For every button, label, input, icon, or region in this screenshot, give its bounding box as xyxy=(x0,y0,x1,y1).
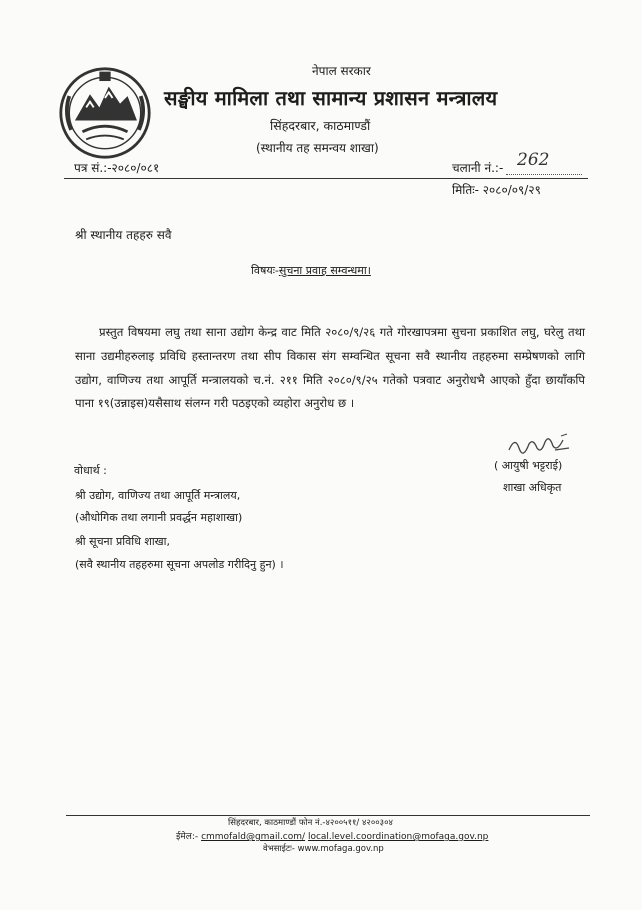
nepal-emblem-icon xyxy=(58,66,152,160)
email-link-primary[interactable]: cmmofald@gmail.com/ xyxy=(201,832,306,842)
signatory-designation: शाखा अधिकृत xyxy=(503,481,562,494)
ministry-name: सङ्घीय मामिला तथा सामान्य प्रशासन मन्त्रालय xyxy=(164,86,498,110)
signature-icon xyxy=(505,430,573,458)
letter-date: मितिः- २०८०/०९/२९ xyxy=(452,183,541,197)
info-line: श्री सूचना प्रविधि शाखा, xyxy=(75,535,171,548)
letter-number: पत्र सं.:-२०८०/०८१ xyxy=(74,161,160,175)
dispatch-label: चलानी नं.:- xyxy=(452,161,504,175)
body-paragraph: प्रस्तुत विषयमा लघु तथा साना उद्योग केन्द्र वाट मिति २०८०/९/२६ गते गोरखापत्रमा सुचना प्रकाशित लघु, घरेलु तथा साना उद्यमीहरुलाइ प्रविधि हस्तान्तरण तथा सीप विकास संग सम्वन्धित सूचना सवै स्थानीय तहहरुमा सम्प्रेषणको लागि उद्योग, वाणिज्य तथा आपूर्ति मन्त्रालयको च.नं. २११ मिति २०८०/९/२५ गतेको पत्रवाट अनुरोधभै आएको हुँदा छायाँकपि पाना १९(उन्नाइस)यसैसाथ संलग्न गरी पठइएको व्यहोरा अनुरोध छ । xyxy=(75,325,585,411)
info-line: श्री उद्योग, वाणिज्य तथा आपूर्ति मन्त्रालय, xyxy=(75,489,241,502)
footer-email xyxy=(176,829,488,842)
header-divider xyxy=(64,178,588,179)
footer-website[interactable]: वेभसाईटः- www.mofaga.gov.np xyxy=(263,844,384,854)
subject-text: सुचना प्रवाह सम्वन्धमा। xyxy=(278,264,371,277)
info-line: (सवै स्थानीय तहहरुमा सूचना अपलोड गरीदिनु हुन) । xyxy=(75,558,284,571)
government-name: नेपाल सरकार xyxy=(312,64,371,78)
footer-address-phone: सिंहदरबार, काठमाण्डौं फोन नं.-४२००५११/ ४२००३०४ xyxy=(228,818,393,828)
footer-email-label: ईमेल:- xyxy=(176,832,199,842)
email-link-secondary[interactable]: local.level.coordination@mofaga.gov.np xyxy=(307,832,489,842)
info-heading: वोधार्थ : xyxy=(74,464,107,477)
dispatch-number: 262 xyxy=(517,150,550,170)
footer-divider xyxy=(66,815,590,816)
signatory-name: ( आयुषी भट्टराई) xyxy=(494,459,563,472)
branch-name: (स्थानीय तह समन्वय शाखा) xyxy=(256,141,379,155)
subject-line xyxy=(251,263,371,278)
info-line: (औधोगिक तथा लगानी प्रवर्द्धन महाशाखा) xyxy=(75,511,243,524)
subject-label: विषयः- xyxy=(251,264,279,277)
dispatch-underline xyxy=(506,174,582,175)
ministry-address: सिंहदरबार, काठमाण्डौं xyxy=(270,118,371,133)
recipient: श्री स्थानीय तहहरु सवै xyxy=(75,228,172,242)
